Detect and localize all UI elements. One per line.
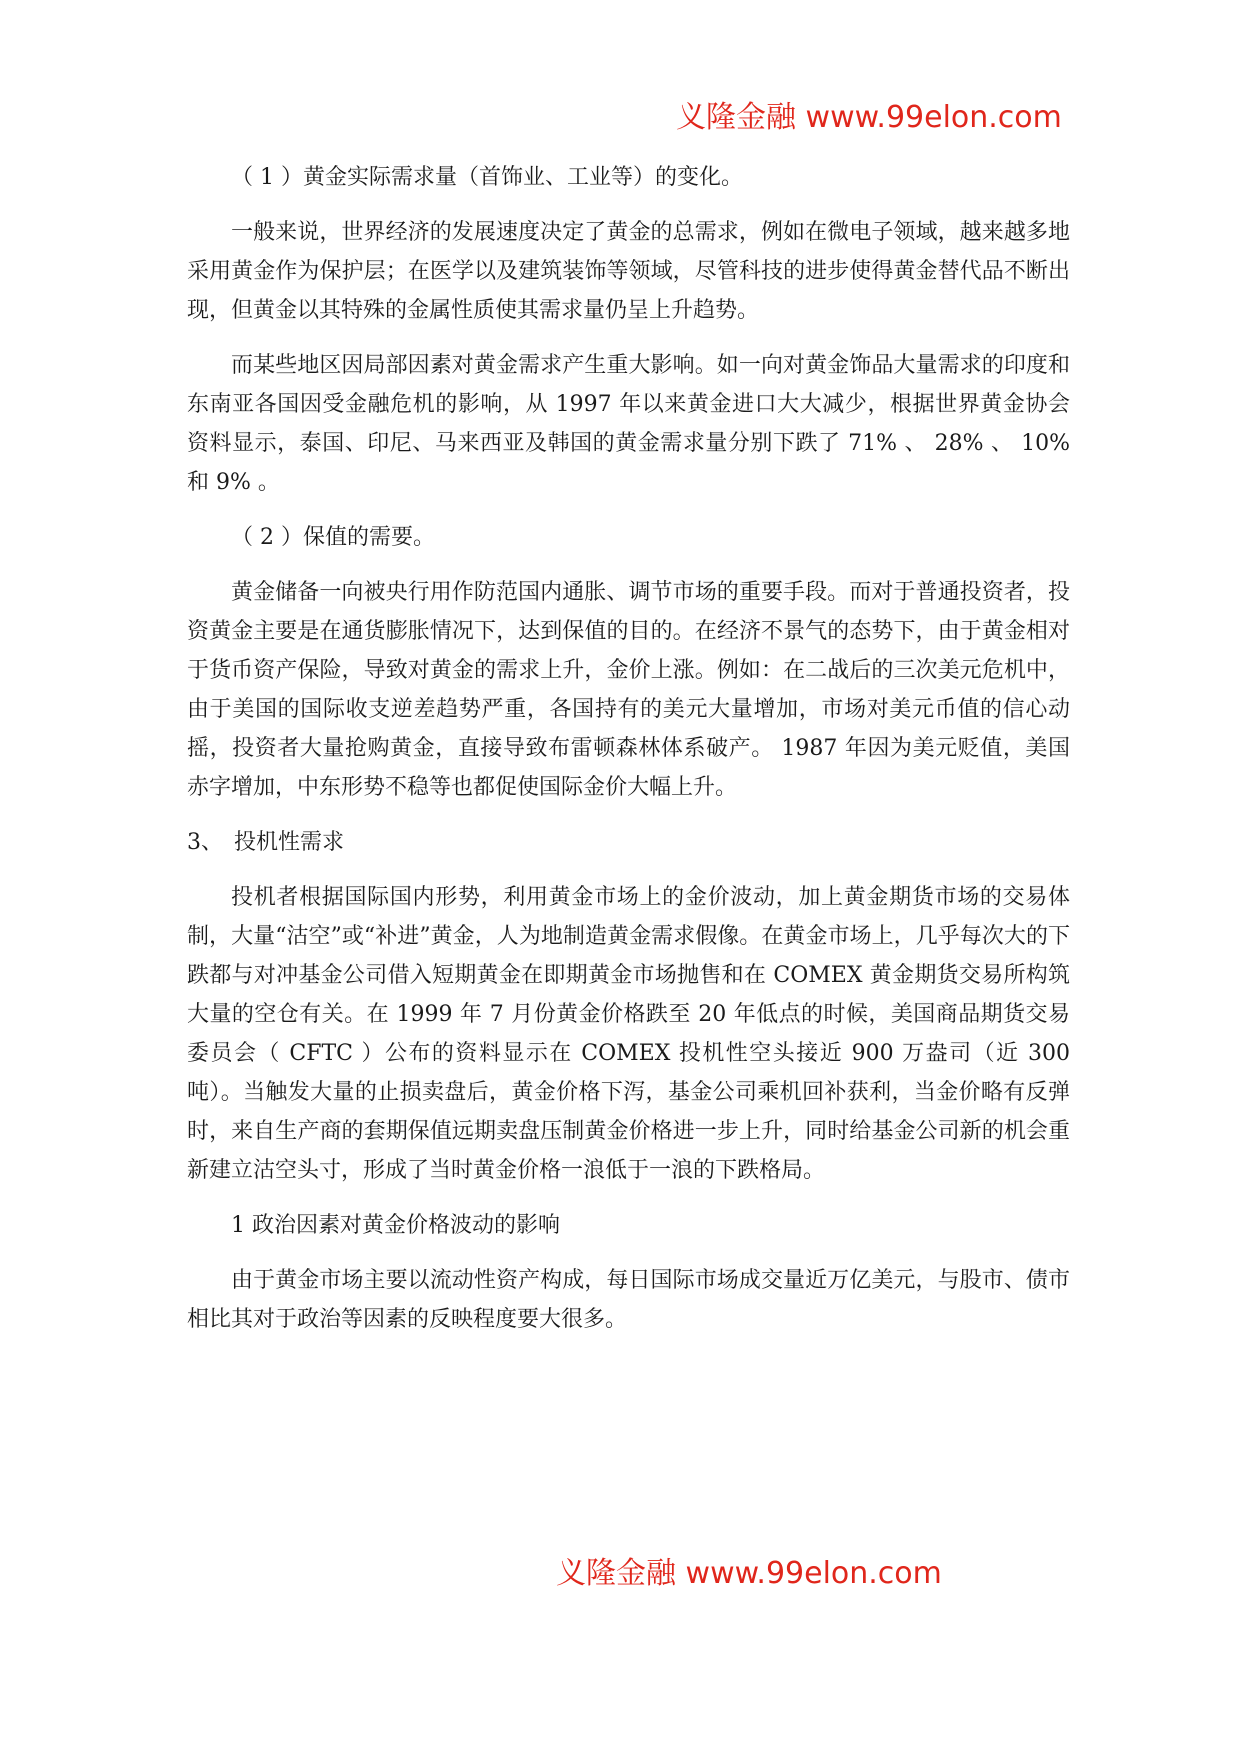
watermark-brand: 义隆金融 xyxy=(556,1556,676,1591)
paragraph-3: 黄金储备一向被央行用作防范国内通胀、调节市场的重要手段。而对于普通投资者，投资黄金主要是在通货膨胀情况下，达到保值的目的。在经济不景气的态势下，由于黄金相对于货币资产保险，导致对黄金的需求上升，金价上涨。例如：在二战后的三次美元危机中，由于美国的国际收支逆差趋势严重，各国持有的美元大量增加，市场对美元币值的信心动摇，投资者大量抢购黄金，直接导致布雷顿森林体系破产。 1987 年因为美元贬值，美国赤字增加，中东形势不稳等也都促使国际金价大幅上升。 xyxy=(187,580,1070,800)
watermark-url: www.99elon.com xyxy=(805,100,1062,135)
paragraph-5: 由于黄金市场主要以流动性资产构成，每日国际市场成交量近万亿美元，与股市、债市相比其对于政治等因素的反映程度要大很多。 xyxy=(187,1268,1070,1332)
document-body xyxy=(187,158,1070,1355)
watermark-bottom xyxy=(556,1548,942,1592)
section-heading-1: （ 1 ）黄金实际需求量（首饰业、工业等）的变化。 xyxy=(231,165,743,190)
section-heading-3: 3、 投机性需求 xyxy=(187,830,344,855)
watermark-brand: 义隆金融 xyxy=(676,100,796,135)
paragraph-2: 而某些地区因局部因素对黄金需求产生重大影响。如一向对黄金饰品大量需求的印度和东南亚各国因受金融危机的影响，从 1997 年以来黄金进口大大减少，根据世界黄金协会资料显示，泰国、印尼、马来西亚及韩国的黄金需求量分别下跌了 71% 、 28% 、 10% 和 9% 。 xyxy=(187,353,1070,495)
section-heading-4: 1 政治因素对黄金价格波动的影响 xyxy=(231,1213,560,1238)
watermark-top xyxy=(676,92,1062,136)
watermark-url: www.99elon.com xyxy=(685,1556,942,1591)
paragraph-4: 投机者根据国际国内形势，利用黄金市场上的金价波动，加上黄金期货市场的交易体制，大量“沽空”或“补进”黄金，人为地制造黄金需求假像。在黄金市场上，几乎每次大的下跌都与对冲基金公司借入短期黄金在即期黄金市场抛售和在 COMEX 黄金期货交易所构筑大量的空仓有关。在 1999 年 7 月份黄金价格跌至 20 年低点的时候，美国商品期货交易委员会（ CFTC ）公布的资料显示在 COMEX 投机性空头接近 900 万盎司（近 300 吨）。当触发大量的止损卖盘后，黄金价格下泻，基金公司乘机回补获利，当金价略有反弹时，来自生产商的套期保值远期卖盘压制黄金价格进一步上升，同时给基金公司新的机会重新建立沽空头寸，形成了当时黄金价格一浪低于一浪的下跌格局。 xyxy=(187,885,1070,1183)
section-heading-2: （ 2 ）保值的需要。 xyxy=(231,525,435,550)
paragraph-1: 一般来说，世界经济的发展速度决定了黄金的总需求，例如在微电子领域，越来越多地采用黄金作为保护层；在医学以及建筑装饰等领域，尽管科技的进步使得黄金替代品不断出现，但黄金以其特殊的金属性质使其需求量仍呈上升趋势。 xyxy=(187,220,1070,323)
